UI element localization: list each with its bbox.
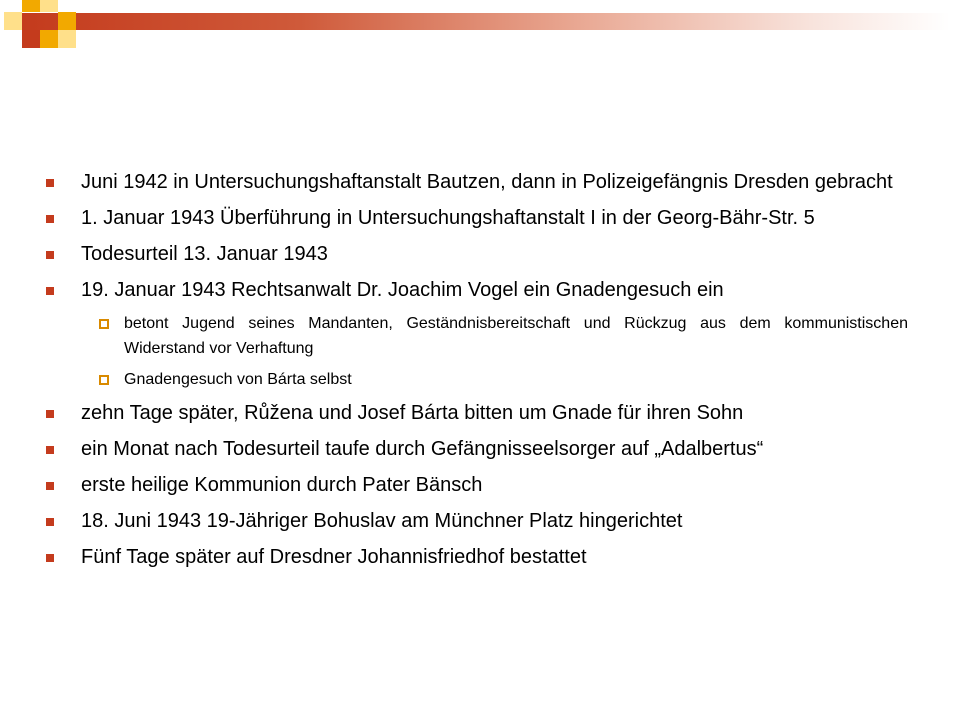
list-item [40, 276, 908, 392]
list-item [40, 168, 908, 197]
square-bullet-icon [46, 251, 54, 259]
list-item [40, 543, 908, 572]
list-item [40, 507, 908, 536]
bullet-text: 18. Juni 1943 19-Jähriger Bohuslav am Münchner Platz hingerichtet [81, 510, 683, 532]
list-item [40, 471, 908, 500]
hollow-square-bullet-icon [99, 375, 109, 385]
decor-square [40, 0, 58, 12]
list-item [40, 435, 908, 464]
decor-square [58, 12, 76, 30]
bullet-text: 1. Januar 1943 Überführung in Untersuchungshaftanstalt I in der Georg-Bähr-Str. 5 [81, 207, 815, 229]
bullet-text: erste heilige Kommunion durch Pater Bänsch [81, 474, 483, 496]
list-item [40, 240, 908, 269]
decor-square [22, 30, 40, 48]
bullet-text: 19. Januar 1943 Rechtsanwalt Dr. Joachim Vogel ein Gnadengesuch ein [81, 279, 724, 301]
square-bullet-icon [46, 518, 54, 526]
hollow-square-bullet-icon [99, 319, 109, 329]
bullet-text: Todesurteil 13. Januar 1943 [81, 243, 328, 265]
square-bullet-icon [46, 179, 54, 187]
list-item [40, 399, 908, 428]
header-gradient-bar [22, 13, 950, 30]
slide-body [40, 168, 908, 579]
square-bullet-icon [46, 410, 54, 418]
sub-bullet-text: Gnadengesuch von Bárta selbst [124, 371, 352, 388]
list-item [40, 204, 908, 233]
square-bullet-icon [46, 215, 54, 223]
square-bullet-icon [46, 482, 54, 490]
sub-list-item [81, 311, 908, 361]
bullet-text: zehn Tage später, Růžena und Josef Bárta bitten um Gnade für ihren Sohn [81, 402, 744, 424]
sub-bullet-text: betont Jugend seines Mandanten, Geständnisbereitschaft und Rückzug aus dem kommunistischen Widerstand vor Verhaftung [124, 315, 908, 357]
decor-square [40, 30, 58, 48]
bullet-text: Fünf Tage später auf Dresdner Johannisfriedhof bestattet [81, 546, 587, 568]
decor-square [4, 12, 22, 30]
bullet-text: Juni 1942 in Untersuchungshaftanstalt Bautzen, dann in Polizeigefängnis Dresden gebracht [81, 171, 893, 193]
sub-bullet-list [81, 311, 908, 392]
sub-list-item [81, 367, 908, 392]
bullet-list [40, 168, 908, 572]
decor-square [58, 30, 76, 48]
square-bullet-icon [46, 446, 54, 454]
square-bullet-icon [46, 554, 54, 562]
decor-square [22, 0, 40, 12]
bullet-text: ein Monat nach Todesurteil taufe durch Gefängnisseelsorger auf „Adalbertus“ [81, 438, 764, 460]
square-bullet-icon [46, 287, 54, 295]
